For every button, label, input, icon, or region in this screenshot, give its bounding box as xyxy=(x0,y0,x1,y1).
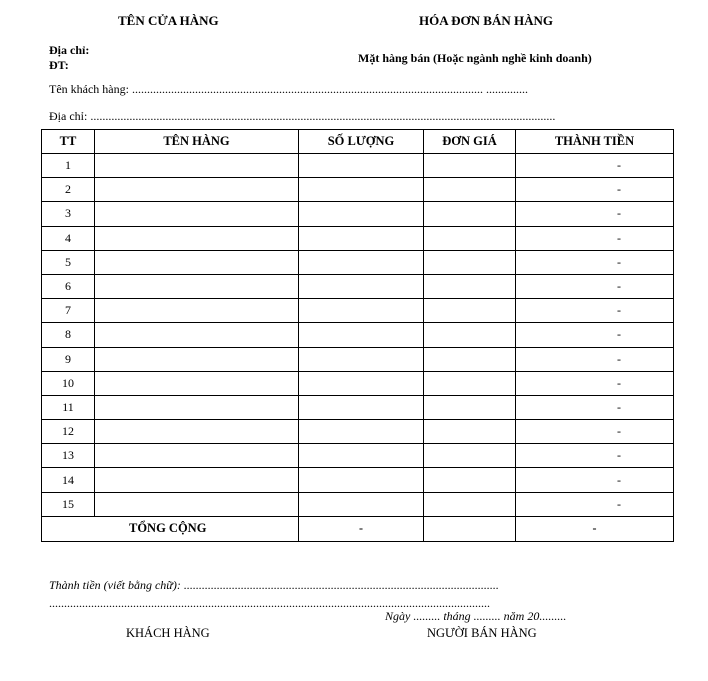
col-header-unit-price: ĐƠN GIÁ xyxy=(424,130,516,154)
table-body xyxy=(42,154,674,517)
table-row xyxy=(42,371,674,395)
row-number: 12 xyxy=(42,420,95,444)
item-name-cell[interactable] xyxy=(95,274,299,298)
item-name-cell[interactable] xyxy=(95,250,299,274)
invoice-title: HÓA ĐƠN BÁN HÀNG xyxy=(419,13,553,28)
amount-cell[interactable]: - xyxy=(516,274,674,298)
item-name-cell[interactable] xyxy=(95,202,299,226)
amount-in-words-line: Thành tiền (viết bằng chữ): ......................................................................................................... xyxy=(49,578,499,592)
row-number: 11 xyxy=(42,395,95,419)
table-row xyxy=(42,202,674,226)
store-phone-label: ĐT: xyxy=(49,58,69,72)
quantity-cell[interactable] xyxy=(299,226,424,250)
unit-price-cell[interactable] xyxy=(424,299,516,323)
table-row xyxy=(42,274,674,298)
item-name-cell[interactable] xyxy=(95,323,299,347)
amount-cell[interactable]: - xyxy=(516,226,674,250)
quantity-cell[interactable] xyxy=(299,468,424,492)
unit-price-cell[interactable] xyxy=(424,226,516,250)
item-name-cell[interactable] xyxy=(95,444,299,468)
row-number: 2 xyxy=(42,178,95,202)
unit-price-cell[interactable] xyxy=(424,444,516,468)
amount-cell[interactable]: - xyxy=(516,202,674,226)
col-header-amount: THÀNH TIỀN xyxy=(516,130,674,154)
store-address-label: Địa chỉ: xyxy=(49,43,90,57)
quantity-cell[interactable] xyxy=(299,250,424,274)
item-name-cell[interactable] xyxy=(95,492,299,516)
item-name-cell[interactable] xyxy=(95,420,299,444)
quantity-cell[interactable] xyxy=(299,274,424,298)
row-number: 3 xyxy=(42,202,95,226)
amount-cell[interactable]: - xyxy=(516,395,674,419)
store-name: TÊN CỬA HÀNG xyxy=(118,13,219,28)
item-name-cell[interactable] xyxy=(95,154,299,178)
unit-price-cell[interactable] xyxy=(424,178,516,202)
amount-cell[interactable]: - xyxy=(516,347,674,371)
amount-cell[interactable]: - xyxy=(516,178,674,202)
quantity-cell[interactable] xyxy=(299,178,424,202)
item-name-cell[interactable] xyxy=(95,395,299,419)
table-row xyxy=(42,395,674,419)
unit-price-cell[interactable] xyxy=(424,492,516,516)
table-row xyxy=(42,468,674,492)
row-number: 6 xyxy=(42,274,95,298)
table-row xyxy=(42,250,674,274)
row-number: 9 xyxy=(42,347,95,371)
row-number: 7 xyxy=(42,299,95,323)
item-name-cell[interactable] xyxy=(95,226,299,250)
quantity-cell[interactable] xyxy=(299,202,424,226)
unit-price-cell[interactable] xyxy=(424,371,516,395)
unit-price-cell[interactable] xyxy=(424,468,516,492)
quantity-cell[interactable] xyxy=(299,347,424,371)
row-number: 14 xyxy=(42,468,95,492)
item-name-cell[interactable] xyxy=(95,371,299,395)
row-number: 15 xyxy=(42,492,95,516)
total-label: TỔNG CỘNG xyxy=(42,516,299,541)
amount-in-words-continuation: ................................................................................................................................................... xyxy=(49,596,490,610)
row-number: 10 xyxy=(42,371,95,395)
table-header-row xyxy=(42,130,674,154)
quantity-cell[interactable] xyxy=(299,299,424,323)
total-unit-price[interactable] xyxy=(424,516,516,541)
row-number: 8 xyxy=(42,323,95,347)
item-name-cell[interactable] xyxy=(95,347,299,371)
total-amount[interactable]: - xyxy=(516,516,674,541)
date-line: Ngày ......... tháng ......... năm 20......... xyxy=(385,609,567,623)
amount-cell[interactable]: - xyxy=(516,468,674,492)
col-header-item-name: TÊN HÀNG xyxy=(95,130,299,154)
amount-cell[interactable]: - xyxy=(516,444,674,468)
quantity-cell[interactable] xyxy=(299,371,424,395)
col-header-no: TT xyxy=(42,130,95,154)
total-quantity[interactable]: - xyxy=(299,516,424,541)
amount-cell[interactable]: - xyxy=(516,154,674,178)
item-name-cell[interactable] xyxy=(95,468,299,492)
table-row xyxy=(42,226,674,250)
quantity-cell[interactable] xyxy=(299,420,424,444)
table-row xyxy=(42,444,674,468)
row-number: 1 xyxy=(42,154,95,178)
amount-cell[interactable]: - xyxy=(516,492,674,516)
unit-price-cell[interactable] xyxy=(424,250,516,274)
table-row xyxy=(42,347,674,371)
item-name-cell[interactable] xyxy=(95,178,299,202)
customer-signature-label: KHÁCH HÀNG xyxy=(126,626,210,640)
customer-address-line: Địa chỉ: ........................................................................................................................................................... xyxy=(49,109,556,123)
unit-price-cell[interactable] xyxy=(424,395,516,419)
table-row xyxy=(42,323,674,347)
amount-cell[interactable]: - xyxy=(516,420,674,444)
table-row xyxy=(42,178,674,202)
row-number: 4 xyxy=(42,226,95,250)
table-row xyxy=(42,492,674,516)
unit-price-cell[interactable] xyxy=(424,420,516,444)
unit-price-cell[interactable] xyxy=(424,323,516,347)
table-row xyxy=(42,154,674,178)
unit-price-cell[interactable] xyxy=(424,274,516,298)
table-row xyxy=(42,420,674,444)
quantity-cell[interactable] xyxy=(299,492,424,516)
amount-cell[interactable]: - xyxy=(516,323,674,347)
unit-price-cell[interactable] xyxy=(424,347,516,371)
item-name-cell[interactable] xyxy=(95,299,299,323)
customer-name-line: Tên khách hàng: ..................................................................................................................... .............. xyxy=(49,82,528,96)
amount-cell[interactable]: - xyxy=(516,250,674,274)
row-number: 13 xyxy=(42,444,95,468)
row-number: 5 xyxy=(42,250,95,274)
quantity-cell[interactable] xyxy=(299,444,424,468)
total-row xyxy=(42,516,674,541)
unit-price-cell[interactable] xyxy=(424,202,516,226)
unit-price-cell[interactable] xyxy=(424,154,516,178)
quantity-cell[interactable] xyxy=(299,395,424,419)
col-header-quantity: SỐ LƯỢNG xyxy=(299,130,424,154)
invoice-table xyxy=(41,129,674,542)
table-row xyxy=(42,299,674,323)
quantity-cell[interactable] xyxy=(299,323,424,347)
seller-signature-label: NGƯỜI BÁN HÀNG xyxy=(427,626,537,640)
quantity-cell[interactable] xyxy=(299,154,424,178)
amount-cell[interactable]: - xyxy=(516,299,674,323)
goods-type-label: Mặt hàng bán (Hoặc ngành nghề kinh doanh) xyxy=(358,51,592,65)
amount-cell[interactable]: - xyxy=(516,371,674,395)
